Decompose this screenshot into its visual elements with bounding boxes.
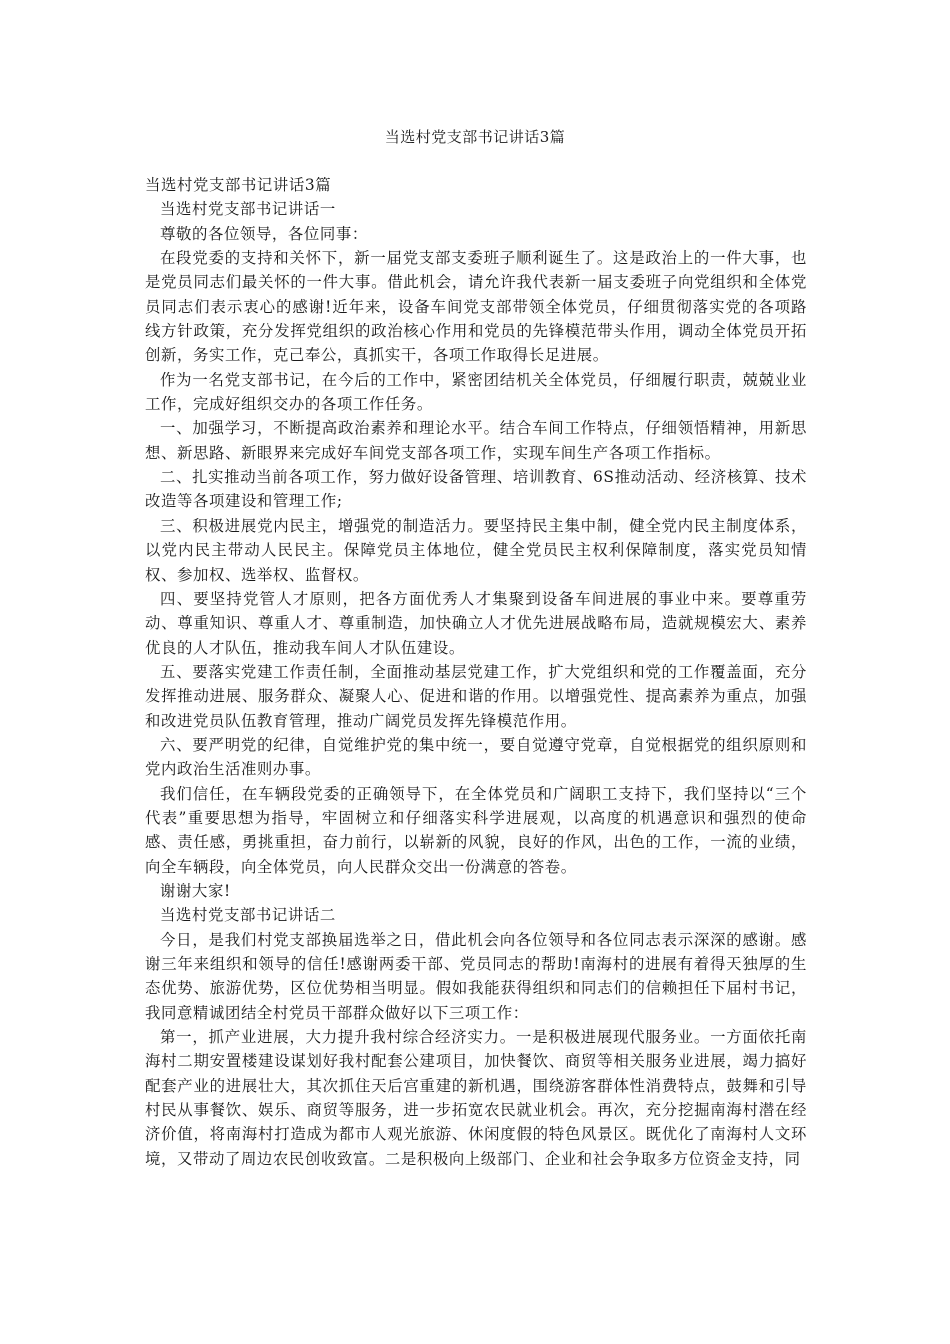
salutation: 尊敬的各位领导，各位同事： <box>160 224 368 243</box>
paragraph: 在段党委的支持和关怀下，新一届党支部支委班子顺利诞生了。这是政治上的一件大事，也是党员同志们最关怀的一件大事。借此机会，请允许我代表新一届支委班子向党组织和全体党员同志们表示衷心的感谢!近年来，设备车间党支部带领全体党员，仔细贯彻落实党的各项路线方针政策，充分发挥党组织的政治核心作用和党员的先锋模范带头作用，调动全体党员开拓创新，务实工作，克己奉公，真抓实干，各项工作取得长足进展。 <box>145 249 807 365</box>
document-heading: 当选村党支部书记讲话3篇 <box>145 176 332 194</box>
list-item: 六、要严明党的纪律，自觉维护党的集中统一，要自觉遵守党章，自觉根据党的组织原则和党内政治生活准则办事。 <box>145 735 807 779</box>
list-item: 三、积极进展党内民主，增强党的制造活力。要坚持民主集中制，健全党内民主制度体系，以党内民主带动人民民主。保障党员主体地位，健全党员民主权利保障制度，落实党员知情权、参加权、选举权、监督权。 <box>145 516 807 584</box>
document-body <box>145 173 807 1171</box>
list-item: 二、扎实推动当前各项工作，努力做好设备管理、培训教育、6S推动活动、经济核算、技术改造等各项建设和管理工作; <box>145 468 807 511</box>
paragraph: 第一，抓产业进展，大力提升我村综合经济实力。一是积极进展现代服务业。一方面依托南海村二期安置楼建设谋划好我村配套公建项目，加快餐饮、商贸等相关服务业进展，竭力搞好配套产业的进展壮大，其次抓住天后宫重建的新机遇，围绕游客群体性消费特点，鼓舞和引导村民从事餐饮、娱乐、商贸等服务，进一步拓宽农民就业机会。再次，充分挖掘南海村潜在经济价值，将南海村打造成为都市人观光旅游、休闲度假的特色风景区。既优化了南海村人文环境，又带动了周边农民创收致富。二是积极向上级部门、企业和社会争取多方位资金支持，同 <box>145 1028 807 1168</box>
section-heading: 当选村党支部书记讲话一 <box>160 200 336 219</box>
paragraph: 作为一名党支部书记，在今后的工作中，紧密团结机关全体党员，仔细履行职责，兢兢业业工作，完成好组织交办的各项工作任务。 <box>145 370 807 414</box>
paragraph: 今日，是我们村党支部换届选举之日，借此机会向各位领导和各位同志表示深深的感谢。感谢三年来组织和领导的信任!感谢两委干部、党员同志的帮助!南海村的进展有着得天独厚的生态优势、旅游优势，区位优势相当明显。假如我能获得组织和同志们的信赖担任下届村书记，我同意精诚团结全村党员干部群众做好以下三项工作： <box>145 930 807 1022</box>
section-heading: 当选村党支部书记讲话二 <box>160 906 336 925</box>
closing: 谢谢大家! <box>160 881 231 900</box>
paragraph: 我们信任，在车辆段党委的正确领导下，在全体党员和广阔职工支持下，我们坚持以“三个代表”重要思想为指导，牢固树立和仔细落实科学进展观，以高度的机遇意识和强烈的使命感、责任感，勇挑重担，奋力前行，以崭新的风貌，良好的作风，出色的工作，一流的业绩，向全车辆段，向全体党员，向人民群众交出一份满意的答卷。 <box>145 784 807 876</box>
list-item: 四、要坚持党管人才原则，把各方面优秀人才集聚到设备车间进展的事业中来。要尊重劳动、尊重知识、尊重人才、尊重制造，加快确立人才优先进展战略布局，造就规模宏大、素养优良的人才队伍，推动我车间人才队伍建设。 <box>145 589 807 657</box>
list-item: 五、要落实党建工作责任制，全面推动基层党建工作，扩大党组织和党的工作覆盖面，充分发挥推动进展、服务群众、凝聚人心、促进和谐的作用。以增强党性、提高素养为重点，加强和改进党员队伍教育管理，推动广阔党员发挥先锋模范作用。 <box>145 662 807 730</box>
document-title: 当选村党支部书记讲话3篇 <box>384 128 566 146</box>
list-item: 一、加强学习，不断提高政治素养和理论水平。结合车间工作特点，仔细领悟精神，用新思想、新思路、新眼界来完成好车间党支部各项工作，实现车间生产各项工作指标。 <box>145 419 807 462</box>
